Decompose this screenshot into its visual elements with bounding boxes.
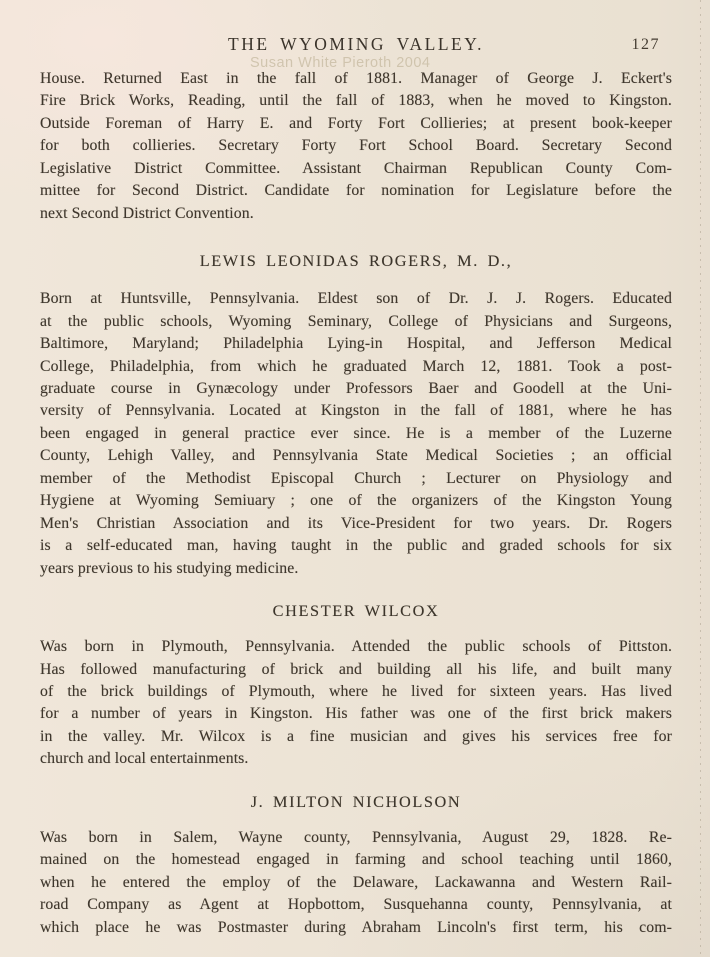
text-line: for a number of years in Kingston. His father was one of the first brick makers: [40, 705, 672, 723]
paragraph: [40, 636, 672, 771]
watermark: Susan White Pieroth 2004: [250, 55, 431, 71]
text-line: mittee for Second District. Candidate for nomination for Legislature before the: [40, 182, 672, 200]
page-number: 127: [631, 36, 660, 53]
paragraph: [40, 68, 672, 225]
text-line: is a self-educated man, having taught in the public and graded schools for six: [40, 537, 672, 555]
text-line: Was born in Salem, Wayne county, Pennsylvania, August 29, 1828. Re-: [40, 828, 672, 846]
text-line: road Company as Agent at Hopbottom, Susquehanna county, Pennsylvania, at: [40, 896, 672, 914]
text-line: years previous to his studying medicine.: [40, 559, 299, 577]
text-line: for both collieries. Secretary Forty Fort School Board. Secretary Second: [40, 137, 672, 155]
text-line: County, Lehigh Valley, and Pennsylvania State Medical Societies ; an official: [40, 447, 672, 465]
text-line: Outside Foreman of Harry E. and Forty Fort Collieries; at present book-keeper: [40, 114, 672, 132]
text-line: versity of Pennsylvania. Located at Kingston in the fall of 1881, where he has: [40, 402, 672, 420]
text-line: been engaged in general practice ever since. He is a member of the Luzerne: [40, 424, 672, 442]
text-line: Legislative District Committee. Assistant Chairman Republican County Com-: [40, 159, 672, 177]
text-line: in the valley. Mr. Wilcox is a fine musician and gives his services free for: [40, 727, 672, 745]
paragraph: [40, 288, 672, 580]
text-line: mained on the homestead engaged in farming and school teaching until 1860,: [40, 851, 672, 869]
text-line: Men's Christian Association and its Vice-President for two years. Dr. Rogers: [40, 514, 672, 532]
text-line: College, Philadelphia, from which he graduated March 12, 1881. Took a post-: [40, 357, 672, 375]
text-line: church and local entertainments.: [40, 750, 249, 768]
text-line: Baltimore, Maryland; Philadelphia Lying-in Hospital, and Jefferson Medical: [40, 335, 672, 353]
text-line: when he entered the employ of the Delaware, Lackawanna and Western Rail-: [40, 873, 672, 891]
text-line: Was born in Plymouth, Pennsylvania. Attended the public schools of Pittston.: [40, 638, 672, 656]
text-line: of the brick buildings of Plymouth, where he lived for sixteen years. Has lived: [40, 682, 672, 700]
text-line: at the public schools, Wyoming Seminary, College of Physicians and Surgeons,: [40, 312, 672, 330]
paragraph: [40, 827, 672, 939]
page-body: [40, 68, 672, 939]
text-line: House. Returned East in the fall of 1881. Manager of George J. Eckert's: [40, 70, 672, 87]
text-line: Hygiene at Wyoming Semiuary ; one of the organizers of the Kingston Young: [40, 492, 672, 510]
page-title: THE WYOMING VALLEY.: [228, 34, 484, 54]
text-line: which place he was Postmaster during Abraham Lincoln's first term, his com-: [40, 918, 672, 936]
section-heading-nicholson: J. MILTON NICHOLSON: [250, 791, 462, 811]
text-line: next Second District Convention.: [40, 204, 254, 222]
text-line: Fire Brick Works, Reading, until the fall of 1883, when he moved to Kingston.: [40, 92, 672, 110]
text-line: member of the Methodist Episcopal Church ; Lecturer on Physiology and: [40, 469, 672, 487]
section-heading-wilcox: CHESTER WILCOX: [272, 601, 440, 621]
text-line: graduate course in Gynæcology under Professors Baer and Goodell at the Uni-: [40, 379, 672, 397]
text-line: Has followed manufacturing of brick and building all his life, and built many: [40, 660, 672, 678]
running-head: [40, 34, 672, 58]
section-heading-rogers: LEWIS LEONIDAS ROGERS, M. D.,: [199, 251, 513, 271]
text-line: Born at Huntsville, Pennsylvania. Eldest son of Dr. J. J. Rogers. Educated: [40, 290, 672, 308]
